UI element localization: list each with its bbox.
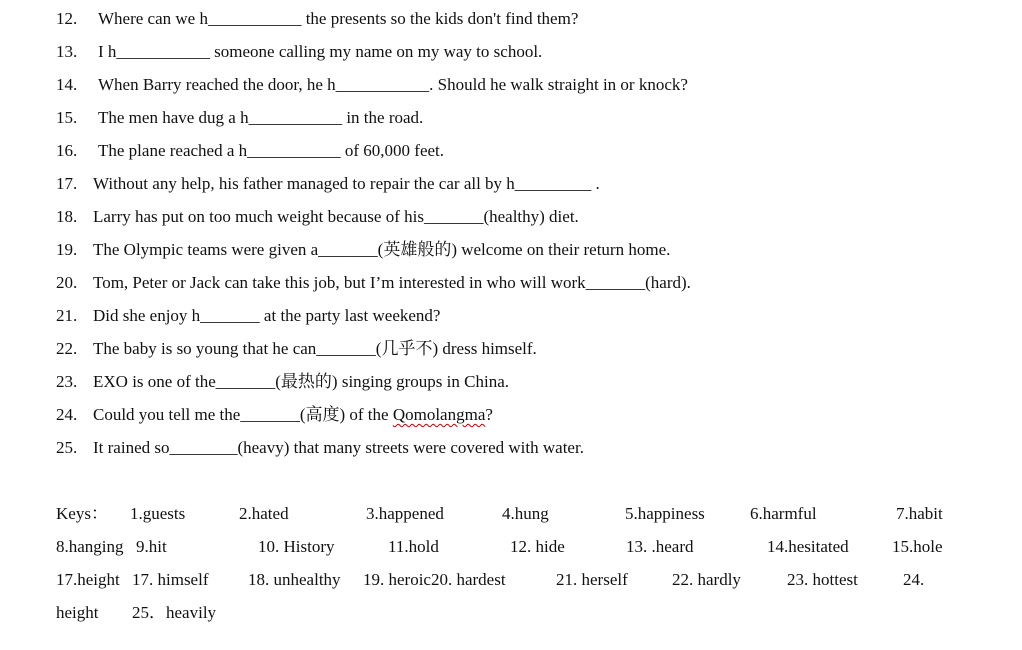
question-text-pre: Could you tell me the_______(高度) of the xyxy=(93,405,393,424)
question-text: The men have dug a h___________ in the road. xyxy=(98,108,424,127)
key-item: 12. hide xyxy=(510,537,565,556)
question-number: 15. xyxy=(56,108,78,127)
question-number: 22. xyxy=(56,339,78,358)
question-number: 12. xyxy=(56,9,78,28)
key-item: 3.happened xyxy=(366,504,444,523)
key-item: 19. heroic20. hardest xyxy=(363,570,506,589)
spellcheck-word: Qomolangma xyxy=(392,405,486,424)
question-text: Where can we h___________ the presents so the kids don't find them? xyxy=(98,9,579,28)
key-item: 23. hottest xyxy=(787,570,858,589)
key-item: 9.hit xyxy=(136,537,167,556)
question-22 xyxy=(56,339,537,359)
key-item: 10. History xyxy=(258,537,335,556)
question-number: 24. xyxy=(56,405,78,424)
question-text: When Barry reached the door, he h___________. Should he walk straight in or knock? xyxy=(98,75,688,94)
question-text: The plane reached a h___________ of 60,000 feet. xyxy=(98,141,445,160)
key-item: 14.hesitated xyxy=(767,537,849,556)
question-number: 18. xyxy=(56,207,78,226)
question-text: The Olympic teams were given a_______(英雄般的) welcome on their return home. xyxy=(93,240,671,259)
question-16 xyxy=(56,141,444,161)
key-item: 5.happiness xyxy=(625,504,705,523)
question-20 xyxy=(56,273,691,293)
question-number: 19. xyxy=(56,240,78,259)
question-12 xyxy=(56,9,578,29)
key-item: 18. unhealthy xyxy=(248,570,341,589)
question-number: 14. xyxy=(56,75,78,94)
key-item: 4.hung xyxy=(502,504,549,523)
question-text: The baby is so young that he can_______(几乎不) dress himself. xyxy=(93,339,537,358)
question-23 xyxy=(56,372,509,392)
key-item: 13. .heard xyxy=(626,537,694,556)
question-19 xyxy=(56,240,670,260)
question-text: EXO is one of the_______(最热的) singing groups in China. xyxy=(93,372,509,391)
key-item: height xyxy=(56,603,99,622)
key-item: 17.height xyxy=(56,570,120,589)
key-item: 6.harmful xyxy=(750,504,817,523)
question-15 xyxy=(56,108,423,128)
key-item: 8.hanging xyxy=(56,537,124,556)
question-18 xyxy=(56,207,579,227)
key-item: 11.hold xyxy=(388,537,439,556)
question-text: Did she enjoy h_______ at the party last weekend? xyxy=(93,306,441,325)
question-number: 21. xyxy=(56,306,78,325)
question-number: 25. xyxy=(56,438,78,457)
key-item: 22. hardly xyxy=(672,570,741,589)
question-number: 16. xyxy=(56,141,78,160)
key-item: 17. himself xyxy=(132,570,209,589)
question-number: 13. xyxy=(56,42,78,61)
question-25 xyxy=(56,438,584,458)
question-number: 20. xyxy=(56,273,78,292)
question-text: It rained so________(heavy) that many streets were covered with water. xyxy=(93,438,584,457)
key-item: 2.hated xyxy=(239,504,289,523)
question-21 xyxy=(56,306,440,326)
question-text: Without any help, his father managed to repair the car all by h_________ . xyxy=(93,174,600,193)
key-item: 25．heavily xyxy=(132,603,217,622)
key-item: 21. herself xyxy=(556,570,628,589)
question-text: Larry has put on too much weight because of his_______(healthy) diet. xyxy=(93,207,579,226)
question-text: I h___________ someone calling my name on my way to school. xyxy=(98,42,543,61)
question-text: Tom, Peter or Jack can take this job, but I’m interested in who will work_______(hard). xyxy=(93,273,691,292)
question-number: 23. xyxy=(56,372,78,391)
question-13 xyxy=(56,42,542,62)
question-number: 17. xyxy=(56,174,78,193)
key-item: 7.habit xyxy=(896,504,943,523)
question-24 xyxy=(56,405,493,425)
question-text-post: ? xyxy=(485,405,493,424)
key-item: 24. xyxy=(903,570,925,589)
key-item: 15.hole xyxy=(892,537,943,556)
key-item: 1.guests xyxy=(130,504,186,523)
question-17 xyxy=(56,174,600,194)
question-14 xyxy=(56,75,688,95)
keys-label: Keys： xyxy=(56,504,108,523)
